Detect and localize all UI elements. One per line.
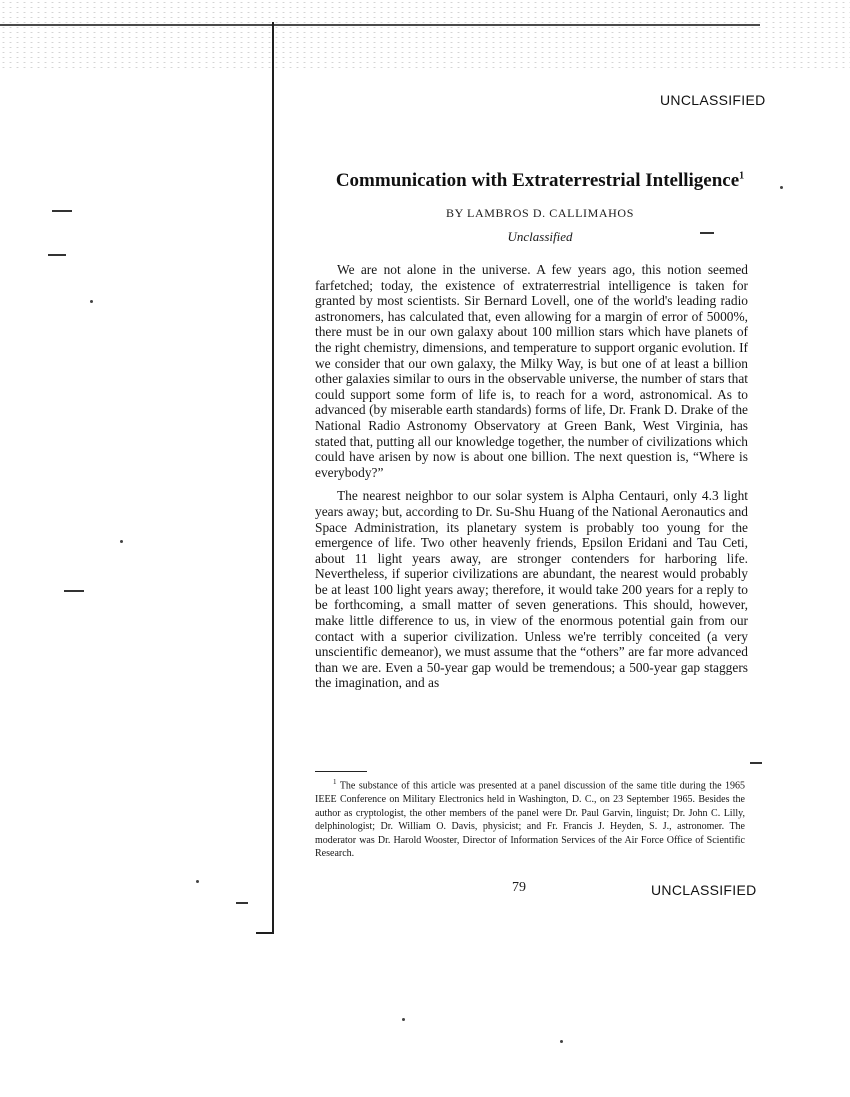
binding-edge-line <box>272 22 274 934</box>
scan-noise <box>0 0 850 70</box>
footnote-divider <box>315 771 367 772</box>
scan-mark <box>780 186 783 189</box>
top-scan-rule <box>0 24 760 26</box>
scan-mark <box>52 210 72 212</box>
header-classification: UNCLASSIFIED <box>660 92 766 108</box>
footnote <box>315 776 745 861</box>
binding-edge-foot <box>256 932 274 934</box>
article-classification-label: Unclassified <box>507 229 573 244</box>
body-paragraph: We are not alone in the universe. A few years ago, this notion seemed farfetched; today, the existence of extraterrestrial intelligence is taken for granted by most scientists. Sir Bernard Lovell, one of the world's leading radio astronomers, has calculated that, even allowing for a margin of error of 5000%, there must be in our own galaxy about 100 million stars which have planets of the right chemistry, dimensions, and temperature to support organic evolution. If we consider that our own galaxy, the Milky Way, is but one of at least a billion other galaxies similar to ours in the observable universe, the number of stars that could support some form of life is, to reach for a word, astronomical. As to advanced (by miserable earth standards) forms of life, Dr. Frank D. Drake of the National Radio Astronomy Observatory at Green Bank, West Virginia, has stated that, putting all our knowledge together, the number of civilizations which could have arisen by now is about one billion. The next question is, “Where is everybody?” <box>315 262 748 480</box>
body-paragraph: The nearest neighbor to our solar system is Alpha Centauri, only 4.3 light years away; but, according to Dr. Su-Shu Huang of the National Aeronautics and Space Administration, its planetary system is probably too young for the emergence of life. Two other heavenly friends, Epsilon Eridani and Tau Ceti, about 11 light years away, are stronger contenders for harboring life. Nevertheless, if superior civilizations are abundant, the nearest would probably be at least 100 light years away; therefore, it would take 200 years for a reply to be forthcoming, a small matter of seven generations. This should, however, make little difference to us, in view of the enormous potential gain from our contact with a superior civilization. Unless we're terribly conceited (a very unscientific demeanor), we must assume that the “others” are far more advanced than we are. Even a 50-year gap would be tremendous; a 500-year gap staggers the imagination, and as <box>315 488 748 691</box>
scan-mark <box>64 590 84 592</box>
footer-classification: UNCLASSIFIED <box>651 882 757 898</box>
scan-mark <box>402 1018 405 1021</box>
scan-mark <box>750 762 762 764</box>
scan-mark <box>48 254 66 256</box>
scan-mark <box>236 902 248 904</box>
footnote-marker: 1 <box>333 778 337 786</box>
title-footnote-marker[interactable]: 1 <box>739 170 745 182</box>
page-number: 79 <box>512 880 526 895</box>
article-title <box>300 170 780 192</box>
article-title-text: Communication with Extraterrestrial Intelligence <box>335 170 740 191</box>
scan-mark <box>90 300 93 303</box>
footnote-text: The substance of this article was presented at a panel discussion of the same title during the 1965 IEEE Conference on Military Electronics held in Washington, D. C., on 23 September 1965. Besides the author as cryptologist, the other members of the panel were Dr. Paul Garvin, linguist; Dr. John C. Lilly, delphinologist; Dr. William O. Davis, physicist; and Fr. Francis J. Heyden, S. J., astronomer. The moderator was Dr. Harold Wooster, Director of Information Services of the Air Force Office of Scientific Research. <box>315 780 745 860</box>
article-byline: BY LAMBROS D. CALLIMAHOS <box>446 206 634 220</box>
article-body <box>315 262 748 699</box>
scan-mark <box>120 540 123 543</box>
scan-mark <box>196 880 199 883</box>
scan-mark <box>560 1040 563 1043</box>
